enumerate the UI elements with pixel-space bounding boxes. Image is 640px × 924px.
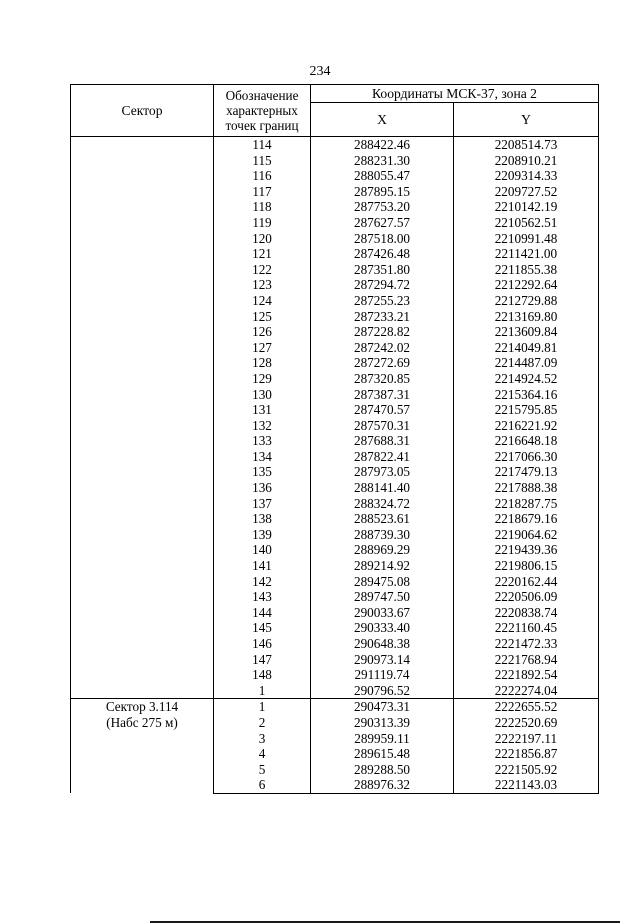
table-row xyxy=(71,699,599,715)
x-coordinate-cell: 287242.02 xyxy=(311,340,454,356)
sector-cell xyxy=(71,699,214,794)
x-coordinate-cell: 290333.40 xyxy=(311,620,454,636)
x-coordinate-cell: 289959.11 xyxy=(311,731,454,747)
y-coordinate-cell: 2209727.52 xyxy=(454,184,599,200)
y-coordinate-cell: 2218287.75 xyxy=(454,496,599,512)
y-coordinate-cell: 2210562.51 xyxy=(454,215,599,231)
table-header xyxy=(71,85,599,137)
point-number-cell: 120 xyxy=(214,231,311,247)
x-coordinate-cell: 290473.31 xyxy=(311,699,454,715)
x-coordinate-cell: 287753.20 xyxy=(311,199,454,215)
bottom-divider xyxy=(150,921,620,923)
point-number-cell: 145 xyxy=(214,620,311,636)
y-coordinate-cell: 2221505.92 xyxy=(454,762,599,778)
x-coordinate-cell: 288969.29 xyxy=(311,542,454,558)
table-row xyxy=(71,137,599,153)
x-coordinate-cell: 287426.48 xyxy=(311,246,454,262)
x-coordinate-cell: 291119.74 xyxy=(311,667,454,683)
x-coordinate-cell: 288523.61 xyxy=(311,511,454,527)
point-number-cell: 143 xyxy=(214,589,311,605)
y-coordinate-cell: 2213169.80 xyxy=(454,309,599,325)
y-coordinate-cell: 2215795.85 xyxy=(454,402,599,418)
point-number-cell: 133 xyxy=(214,433,311,449)
x-coordinate-cell: 289747.50 xyxy=(311,589,454,605)
point-number-cell: 144 xyxy=(214,605,311,621)
x-coordinate-cell: 287627.57 xyxy=(311,215,454,231)
point-number-cell: 121 xyxy=(214,246,311,262)
point-number-cell: 130 xyxy=(214,387,311,403)
header-coords-title: Координаты МСК-37, зона 2 xyxy=(311,85,599,103)
point-number-cell: 140 xyxy=(214,542,311,558)
x-coordinate-cell: 288231.30 xyxy=(311,153,454,169)
x-coordinate-cell: 287570.31 xyxy=(311,418,454,434)
point-number-cell: 5 xyxy=(214,762,311,778)
point-number-cell: 118 xyxy=(214,199,311,215)
x-coordinate-cell: 288739.30 xyxy=(311,527,454,543)
y-coordinate-cell: 2219806.15 xyxy=(454,558,599,574)
point-number-cell: 131 xyxy=(214,402,311,418)
x-coordinate-cell: 288324.72 xyxy=(311,496,454,512)
point-number-cell: 135 xyxy=(214,464,311,480)
y-coordinate-cell: 2208514.73 xyxy=(454,137,599,153)
x-coordinate-cell: 288055.47 xyxy=(311,168,454,184)
x-coordinate-cell: 289475.08 xyxy=(311,574,454,590)
x-coordinate-cell: 289615.48 xyxy=(311,746,454,762)
x-coordinate-cell: 288422.46 xyxy=(311,137,454,153)
point-number-cell: 142 xyxy=(214,574,311,590)
point-number-cell: 137 xyxy=(214,496,311,512)
point-number-cell: 6 xyxy=(214,777,311,793)
y-coordinate-cell: 2212729.88 xyxy=(454,293,599,309)
sector-label-line: Сектор 3.114 xyxy=(105,699,179,715)
point-number-cell: 148 xyxy=(214,667,311,683)
sector-cell xyxy=(71,137,214,699)
x-coordinate-cell: 290033.67 xyxy=(311,605,454,621)
x-coordinate-cell: 288141.40 xyxy=(311,480,454,496)
x-coordinate-cell: 287895.15 xyxy=(311,184,454,200)
y-coordinate-cell: 2217479.13 xyxy=(454,464,599,480)
y-coordinate-cell: 2222197.11 xyxy=(454,731,599,747)
x-coordinate-cell: 287688.31 xyxy=(311,433,454,449)
y-coordinate-cell: 2209314.33 xyxy=(454,168,599,184)
y-coordinate-cell: 2220506.09 xyxy=(454,589,599,605)
point-number-cell: 138 xyxy=(214,511,311,527)
y-coordinate-cell: 2222274.04 xyxy=(454,683,599,699)
y-coordinate-cell: 2221160.45 xyxy=(454,620,599,636)
x-coordinate-cell: 287272.69 xyxy=(311,355,454,371)
point-number-cell: 132 xyxy=(214,418,311,434)
x-coordinate-cell: 287294.72 xyxy=(311,277,454,293)
y-coordinate-cell: 2221143.03 xyxy=(454,777,599,793)
y-coordinate-cell: 2221768.94 xyxy=(454,652,599,668)
y-coordinate-cell: 2214924.52 xyxy=(454,371,599,387)
point-number-cell: 4 xyxy=(214,746,311,762)
y-coordinate-cell: 2216221.92 xyxy=(454,418,599,434)
y-coordinate-cell: 2221472.33 xyxy=(454,636,599,652)
x-coordinate-cell: 287387.31 xyxy=(311,387,454,403)
x-coordinate-cell: 290313.39 xyxy=(311,715,454,731)
x-coordinate-cell: 289214.92 xyxy=(311,558,454,574)
y-coordinate-cell: 2211421.00 xyxy=(454,246,599,262)
y-coordinate-cell: 2212292.64 xyxy=(454,277,599,293)
y-coordinate-cell: 2210991.48 xyxy=(454,231,599,247)
y-coordinate-cell: 2220838.74 xyxy=(454,605,599,621)
y-coordinate-cell: 2208910.21 xyxy=(454,153,599,169)
x-coordinate-cell: 290796.52 xyxy=(311,683,454,699)
point-number-cell: 122 xyxy=(214,262,311,278)
y-coordinate-cell: 2220162.44 xyxy=(454,574,599,590)
x-coordinate-cell: 287822.41 xyxy=(311,449,454,465)
x-coordinate-cell: 287973.05 xyxy=(311,464,454,480)
point-number-cell: 146 xyxy=(214,636,311,652)
y-coordinate-cell: 2213609.84 xyxy=(454,324,599,340)
y-coordinate-cell: 2222655.52 xyxy=(454,699,599,715)
point-number-cell: 147 xyxy=(214,652,311,668)
point-number-cell: 1 xyxy=(214,699,311,715)
point-number-cell: 123 xyxy=(214,277,311,293)
coordinates-table xyxy=(70,84,599,794)
x-coordinate-cell: 287233.21 xyxy=(311,309,454,325)
y-coordinate-cell: 2211855.38 xyxy=(454,262,599,278)
x-coordinate-cell: 290973.14 xyxy=(311,652,454,668)
x-coordinate-cell: 287351.80 xyxy=(311,262,454,278)
point-number-cell: 136 xyxy=(214,480,311,496)
point-number-cell: 124 xyxy=(214,293,311,309)
point-number-cell: 2 xyxy=(214,715,311,731)
y-coordinate-cell: 2214049.81 xyxy=(454,340,599,356)
y-coordinate-cell: 2217066.30 xyxy=(454,449,599,465)
x-coordinate-cell: 287320.85 xyxy=(311,371,454,387)
y-coordinate-cell: 2218679.16 xyxy=(454,511,599,527)
point-number-cell: 139 xyxy=(214,527,311,543)
y-coordinate-cell: 2222520.69 xyxy=(454,715,599,731)
point-number-cell: 128 xyxy=(214,355,311,371)
point-number-cell: 134 xyxy=(214,449,311,465)
x-coordinate-cell: 287470.57 xyxy=(311,402,454,418)
y-coordinate-cell: 2214487.09 xyxy=(454,355,599,371)
table-body xyxy=(71,137,599,794)
point-number-cell: 115 xyxy=(214,153,311,169)
point-number-cell: 119 xyxy=(214,215,311,231)
point-number-cell: 116 xyxy=(214,168,311,184)
point-number-cell: 114 xyxy=(214,137,311,153)
page-number: 234 xyxy=(309,64,331,79)
point-number-cell: 126 xyxy=(214,324,311,340)
x-coordinate-cell: 290648.38 xyxy=(311,636,454,652)
point-number-cell: 129 xyxy=(214,371,311,387)
header-y: Y xyxy=(454,103,599,137)
y-coordinate-cell: 2219064.62 xyxy=(454,527,599,543)
point-number-cell: 3 xyxy=(214,731,311,747)
point-number-cell: 1 xyxy=(214,683,311,699)
header-sector: Сектор xyxy=(71,85,214,137)
x-coordinate-cell: 288976.32 xyxy=(311,777,454,793)
point-number-cell: 117 xyxy=(214,184,311,200)
point-number-cell: 141 xyxy=(214,558,311,574)
header-x: X xyxy=(311,103,454,137)
y-coordinate-cell: 2216648.18 xyxy=(454,433,599,449)
y-coordinate-cell: 2221856.87 xyxy=(454,746,599,762)
y-coordinate-cell: 2221892.54 xyxy=(454,667,599,683)
y-coordinate-cell: 2217888.38 xyxy=(454,480,599,496)
y-coordinate-cell: 2215364.16 xyxy=(454,387,599,403)
header-point-label: Обозначение характерных точек границ xyxy=(214,85,311,137)
sector-label-line: (Набс 275 м) xyxy=(106,714,178,730)
y-coordinate-cell: 2219439.36 xyxy=(454,542,599,558)
x-coordinate-cell: 287255.23 xyxy=(311,293,454,309)
point-number-cell: 127 xyxy=(214,340,311,356)
point-number-cell: 125 xyxy=(214,309,311,325)
x-coordinate-cell: 289288.50 xyxy=(311,762,454,778)
x-coordinate-cell: 287518.00 xyxy=(311,231,454,247)
y-coordinate-cell: 2210142.19 xyxy=(454,199,599,215)
x-coordinate-cell: 287228.82 xyxy=(311,324,454,340)
